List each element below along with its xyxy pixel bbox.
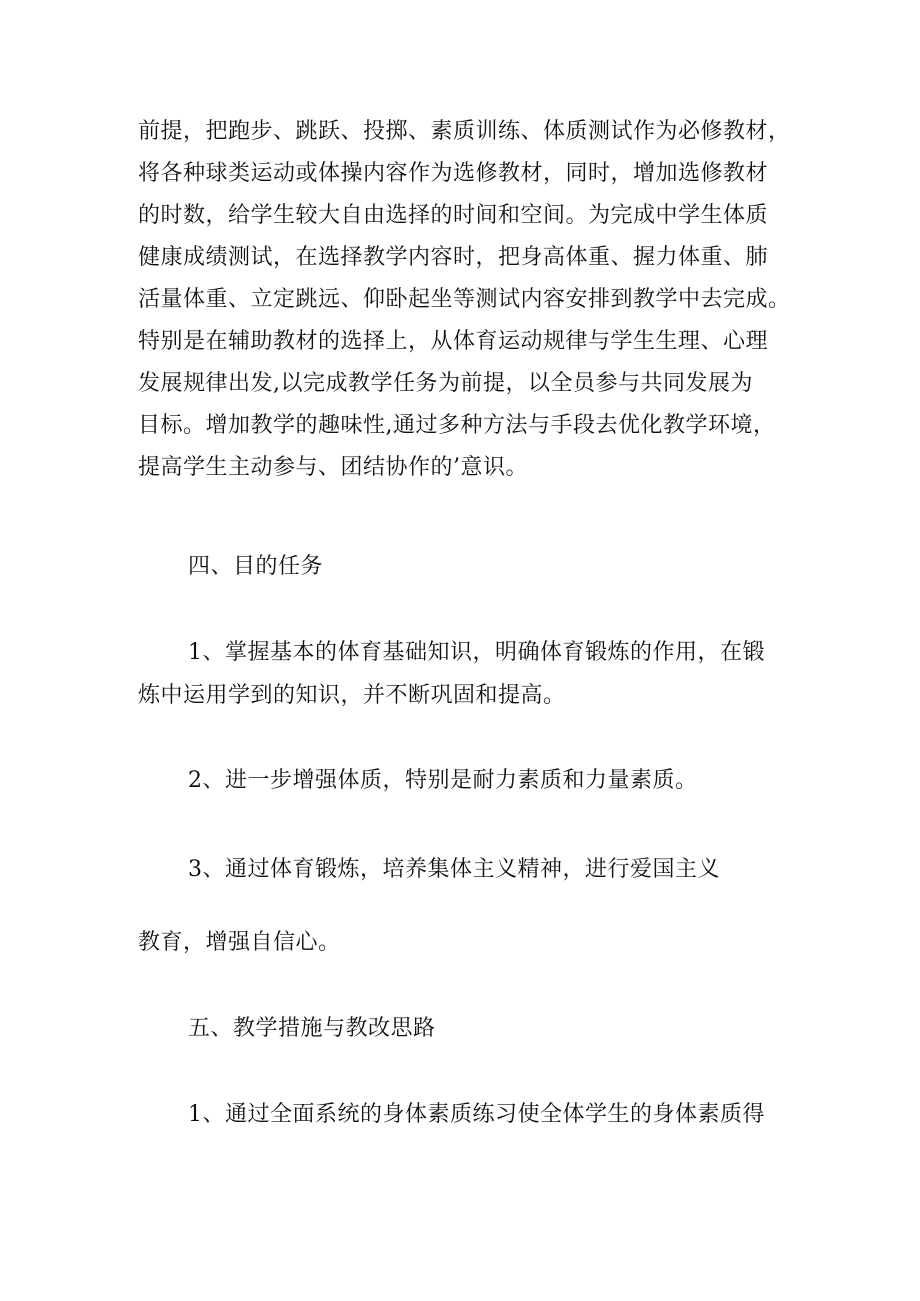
- section-4-heading: 四、目的任务: [188, 554, 324, 579]
- intro-line-7: 发展规律出发,以完成教学任务为前提，以全员参与共同发展为: [138, 371, 753, 396]
- intro-line-6: 特别是在辅助教材的选择上，从体育运动规律与学生生理、心理: [138, 329, 769, 354]
- intro-line-5: 活量体重、立定跳远、仰卧起坐等测试内容安排到教学中去完成。: [138, 287, 791, 312]
- intro-line-9: 提高学生主动参与、团结协作的’意识。: [138, 455, 528, 480]
- intro-line-8: 目标。增加教学的趣味性,通过多种方法与手段去优化教学环境，: [138, 413, 776, 438]
- section-5-item-1-line-1: 1、通过全面系统的身体素质练习使全体学生的身体素质得: [188, 1102, 765, 1127]
- intro-line-2: 将各种球类运动或体操内容作为选修教材，同时，增加选修教材: [138, 161, 769, 186]
- section-4-item-2: 2、进一步增强体质，特别是耐力素质和力量素质。: [188, 768, 698, 793]
- intro-line-3: 的时数，给学生较大自由选择的时间和空间。为完成中学生体质: [138, 203, 769, 228]
- section-4-item-1-line-2: 炼中运用学到的知识，并不断巩固和提高。: [138, 683, 566, 708]
- section-4-item-1-line-1: 1、掌握基本的体育基础知识，明确体育锻炼的作用，在锻: [188, 640, 765, 665]
- section-4-item-3-line-1: 3、通过体育锻炼，培养集体主义精神，进行爱国主义: [188, 857, 720, 882]
- intro-line-1: 前提，把跑步、跳跃、投掷、素质训练、体质测试作为必修教材，: [138, 119, 791, 144]
- section-5-heading: 五、教学措施与教改思路: [188, 1016, 436, 1041]
- section-4-item-3-line-2: 教育，增强自信心。: [138, 930, 341, 955]
- intro-line-4: 健康成绩测试，在选择教学内容时，把身高体重、握力体重、肺: [138, 245, 769, 270]
